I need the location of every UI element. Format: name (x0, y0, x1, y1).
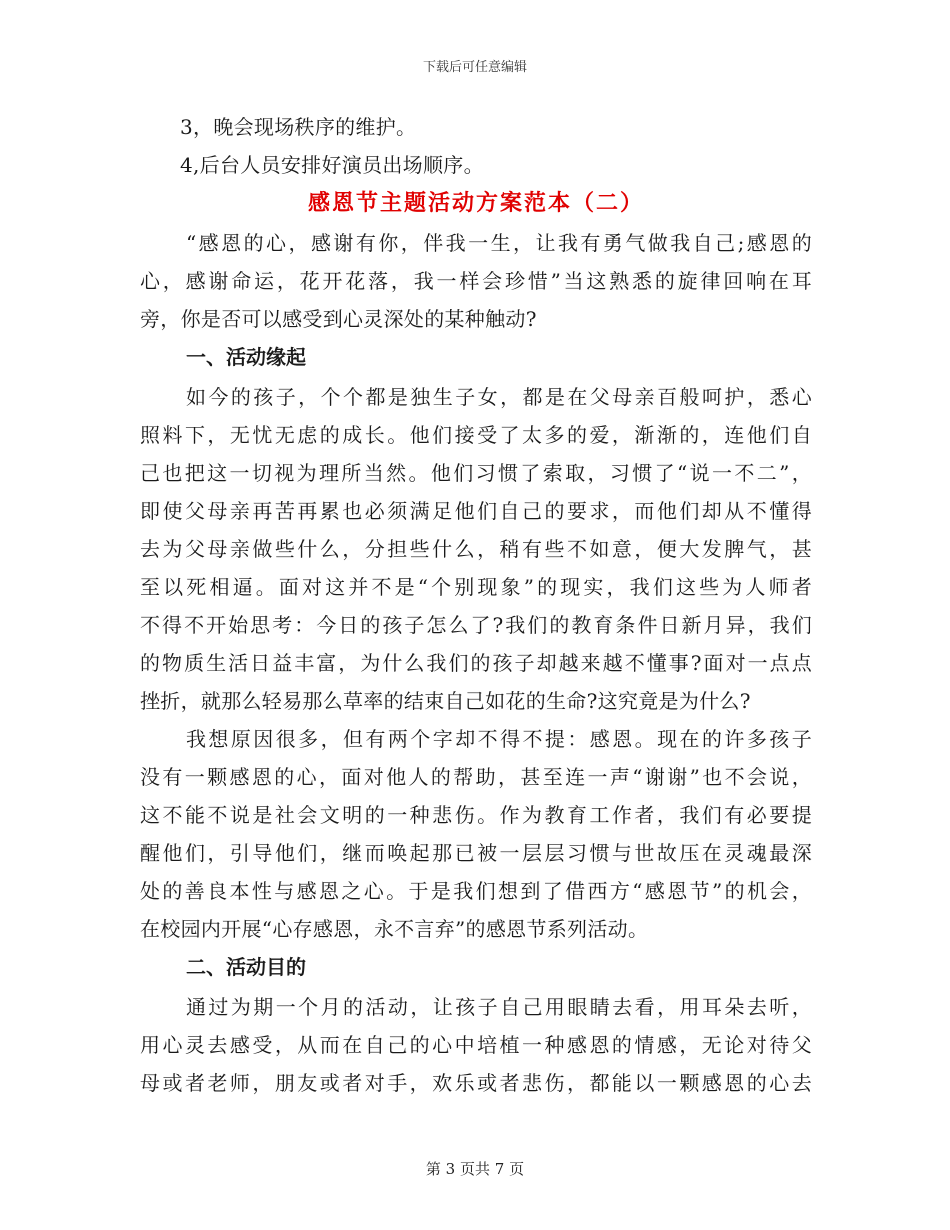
list-item-4: 4,后台人员安排好演员出场顺序。 (180, 153, 484, 177)
text-line: 照料下，无忧无虑的成长。他们接受了太多的爱，渐渐的，连他们自 (140, 423, 812, 447)
section1-paragraph-1 (140, 378, 812, 720)
text-line: 的物质生活日益丰富，为什么我们的孩子却越来越不懂事?面对一点点 (140, 651, 812, 675)
page-footer: 第 3 页共 7 页 (425, 1160, 525, 1178)
text-line: 通过为期一个月的活动，让孩子自己用眼睛去看，用耳朵去听， (186, 995, 812, 1019)
intro-paragraph (140, 224, 812, 338)
text-line: 这不能不说是社会文明的一种悲伤。作为教育工作者，我们有必要提 (140, 803, 812, 827)
page-header: 下载后可任意编辑 (422, 60, 527, 75)
text-line: 去为父母亲做些什么，分担些什么，稍有些不如意，便大发脾气，甚 (140, 537, 812, 561)
section-title: 感恩节主题活动方案范本（二） (307, 191, 644, 216)
text-line: 旁，你是否可以感受到心灵深处的某种触动? (140, 307, 537, 331)
text-line: 己也把这一切视为理所当然。他们习惯了索取，习惯了“说一不二”， (140, 461, 812, 485)
section1-heading: 一、活动缘起 (186, 345, 306, 369)
document-body (140, 108, 812, 1102)
text-line: 至以死相逼。面对这并不是“个别现象”的现实，我们这些为人师者 (140, 575, 812, 599)
list-item-3: 3，晚会现场秩序的维护。 (180, 115, 417, 139)
text-line: 醒他们，引导他们，继而唤起那已被一层层习惯与世故压在灵魂最深 (140, 841, 812, 865)
text-line: 没有一颗感恩的心，面对他人的帮助，甚至连一声“谢谢”也不会说， (140, 765, 812, 789)
text-line: 如今的孩子，个个都是独生子女，都是在父母亲百般呵护，悉心 (186, 385, 812, 409)
section2-heading: 二、活动目的 (186, 955, 306, 979)
text-line: 心，感谢命运，花开花落，我一样会珍惜”当这熟悉的旋律回响在耳 (140, 269, 812, 293)
text-line: 不得不开始思考：今日的孩子怎么了?我们的教育条件日新月异，我们 (140, 613, 812, 637)
text-line: 挫折，就那么轻易那么草率的结束自己如花的生命?这究竟是为什么? (140, 689, 751, 713)
text-line: 用心灵去感受，从而在自己的心中培植一种感恩的情感，无论对待父 (140, 1033, 812, 1057)
text-line: 在校园内开展“心存感恩，永不言弃”的感恩节系列活动。 (140, 917, 649, 941)
text-line: 处的善良本性与感恩之心。于是我们想到了借西方“感恩节”的机会， (140, 879, 812, 903)
text-line: 母或者老师，朋友或者对手，欢乐或者悲伤，都能以一颗感恩的心去 (140, 1071, 812, 1095)
section2-paragraph-1 (140, 988, 812, 1102)
text-line: 即使父母亲再苦再累也必须满足他们自己的要求，而他们却从不懂得 (140, 499, 812, 523)
text-line: “感恩的心，感谢有你，伴我一生，让我有勇气做我自己;感恩的 (186, 231, 812, 255)
text-line: 我想原因很多，但有两个字却不得不提：感恩。现在的许多孩子 (186, 727, 812, 751)
section1-paragraph-2 (140, 720, 812, 948)
